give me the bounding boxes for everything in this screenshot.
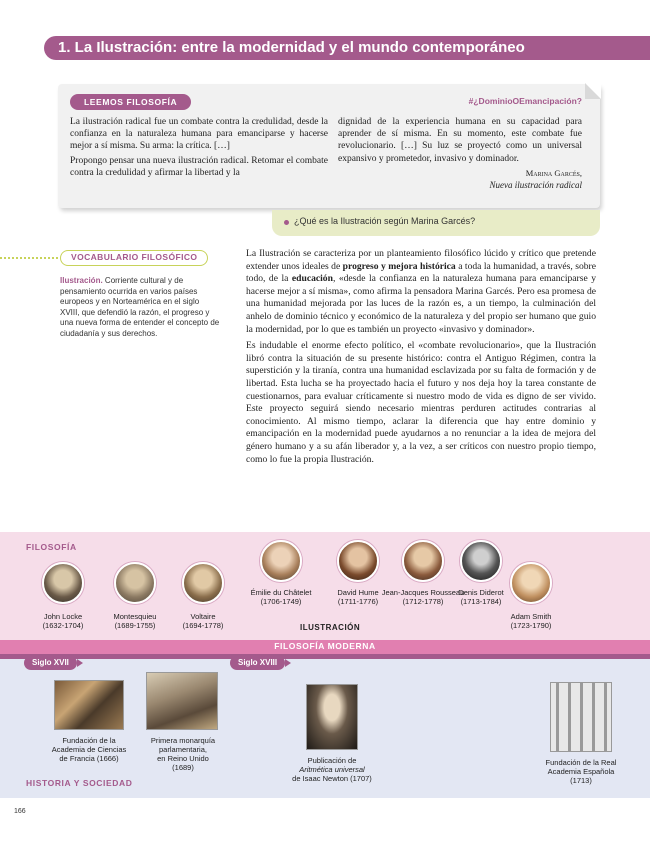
bold-term: educación <box>291 273 333 285</box>
reading-column-left <box>70 116 328 181</box>
philosopher-dates: (1711-1776) <box>337 597 379 606</box>
isaac-newton-image <box>306 684 358 750</box>
event-caption <box>528 758 634 785</box>
philosopher-caption <box>239 588 323 606</box>
reading-tag: LEEMOS FILOSOFÍA <box>70 94 191 110</box>
enlightenment-label: ILUSTRACIÓN <box>300 623 361 632</box>
event-caption <box>128 736 238 772</box>
century-18-tag <box>230 656 285 670</box>
reading-paragraph: Propongo pensar una nueva ilustración radical. Retomar el combate contra la credulidad y afirmar la libertad y la <box>70 155 328 178</box>
philosopher-caption <box>489 612 573 630</box>
parliamentary-monarchy-image <box>146 672 218 730</box>
philosopher-name: Denis Diderot <box>458 588 504 597</box>
main-text <box>246 248 596 470</box>
event-line: en Reino Unido <box>157 754 209 763</box>
philosopher-name: David Hume <box>337 588 379 597</box>
bullet-icon <box>284 220 289 225</box>
event-line: (1713) <box>570 776 592 785</box>
event-line: de Francia (1666) <box>59 754 119 763</box>
philosopher-name: Jean-Jacques Rousseau <box>381 588 465 597</box>
reading-paragraph: La ilustración radical fue un combate contra la credulidad, desde la confianza en la naturaleza humana para emanciparse y hacerse mejor a sí misma. Su arma: la crítica. […] <box>70 117 328 152</box>
event-line: Publicación de <box>307 756 357 765</box>
john-locke-portrait <box>42 562 84 604</box>
philosopher-dates: (1689-1755) <box>114 621 156 630</box>
philosopher-name: John Locke <box>43 612 83 621</box>
philosopher-name: Voltaire <box>190 612 216 621</box>
reading-column-right <box>338 116 582 191</box>
philosopher-dates: (1632-1704) <box>42 621 84 630</box>
vocabulary-term: Ilustración. <box>60 276 103 285</box>
century-17-tag <box>24 656 77 670</box>
event-line: (1689) <box>172 763 194 772</box>
philosopher-dates: (1706-1749) <box>260 597 302 606</box>
century-label: Siglo XVIII <box>238 658 278 667</box>
century-label: Siglo XVII <box>32 658 69 667</box>
event-line: Fundación de la Real <box>545 758 617 767</box>
reading-work: Nueva ilustración radical <box>489 180 582 191</box>
text-run: , «desde la confianza en la naturaleza humana para emanciparse y hacerse mejor a sí misma», como afirma la pensadora Marina Garcés. Pero esa promesa de una humanidad mejorada por las luces de la razón es, a un tiempo, la culminación del anhelo de dominio técnico y económico de la naturaleza y del propio ser humano que guio la modernidad, por lo que es también un proyecto «invasivo y dominador». <box>246 273 597 335</box>
philosopher-caption <box>161 612 245 630</box>
page-number: 166 <box>14 808 26 815</box>
event-line: de Isaac Newton (1707) <box>292 774 372 783</box>
academy-of-sciences-image <box>54 680 124 730</box>
dotted-rule <box>0 257 58 259</box>
philosopher-name: Émilie du Châtelet <box>250 588 312 597</box>
philosophy-label: FILOSOFÍA <box>26 542 77 552</box>
reading-author: Marina Garcés, <box>525 167 582 178</box>
text-run: a toda la humanidad, a través, sobre todo, de la <box>246 260 596 285</box>
section-title-bar <box>44 36 650 60</box>
philosopher-dates: (1712-1778) <box>402 597 444 606</box>
vocabulary-definition-text: Corriente cultural y de pensamiento ocurrida en varios países europeos y en Norteamérica en el siglo XVIII, que defendió la razón, el progreso y una nueva forma de entender el concepto de ciudadanía y sus derechos. <box>60 276 220 338</box>
emilie-du-chatelet-portrait <box>260 540 302 582</box>
rousseau-portrait <box>402 540 444 582</box>
event-caption <box>272 756 392 783</box>
event-line: Primera monarquía <box>150 736 216 745</box>
text-run: La Ilustración se caracteriza por un planteamiento filosófico lúcido y crítico que pretende extender unos ideales de <box>246 248 596 272</box>
david-hume-portrait <box>337 540 379 582</box>
history-label: HISTORIA Y SOCIEDAD <box>26 778 133 788</box>
question-box <box>272 210 600 236</box>
reading-hashtag: #¿DominioOEmancipación? <box>468 96 582 106</box>
adam-smith-portrait <box>510 562 552 604</box>
philosopher-caption <box>439 588 523 606</box>
voltaire-portrait <box>182 562 224 604</box>
arrow-right-icon <box>285 659 291 667</box>
main-paragraph: Es indudable el enorme efecto político, el «combate revolucionario», que la Ilustración libró contra la situación de su presente histórico: contra el Antiguo Régimen, contra la superstición y la tiranía, contra una humanidad esclavizada por su falta de formación y de libertad. Esta lucha se ha proyectado hacia el futuro y nos deja hoy la tarea constante de cuestionarnos, para evaluar críticamente si nuestro modo de vida es digno de ser vivido. Este proyecto seguirá siendo necesario mientras perduren actitudes contrarias al conocimiento. Al mismo tiempo, aclarar la diferencia que hay entre dominio y emancipación en la modernidad puede ayudarnos a no renunciar a la idea de mejora del género humano y a su afán liberador y, a la vez, a ser críticos con nuestro propio tiempo, como lo fue la propia Ilustración. <box>246 340 596 465</box>
question-text: ¿Qué es la Ilustración según Marina Garcés? <box>294 216 476 226</box>
reading-paragraph: dignidad de la experiencia humana en su capacidad para aprender de sí misma. En su momento, este combate fue revolucionario. […] Su luz se proyectó como un universal expansivo y prometedor, invasivo y dominador. <box>338 117 582 164</box>
philosopher-dates: (1713-1784) <box>460 597 502 606</box>
folded-corner <box>585 83 601 99</box>
philosopher-name: Adam Smith <box>510 612 552 621</box>
vocabulary-definition <box>60 276 220 340</box>
main-paragraph <box>246 248 596 336</box>
event-line: Fundación de la <box>62 736 116 745</box>
event-line: Academia Española <box>547 767 615 776</box>
section-title: 1. La Ilustración: entre la modernidad y el mundo contemporáneo <box>58 39 525 56</box>
reading-box <box>58 84 600 208</box>
philosopher-dates: (1694-1778) <box>182 621 224 630</box>
philosopher-dates: (1723-1790) <box>510 621 552 630</box>
event-line: Aritmética universal <box>299 765 365 774</box>
event-line: parlamentaria, <box>159 745 207 754</box>
modern-philosophy-label: FILOSOFÍA MODERNA <box>274 641 376 651</box>
arrow-right-icon <box>77 659 83 667</box>
bold-term: progreso y mejora histórica <box>342 260 456 272</box>
denis-diderot-portrait <box>460 540 502 582</box>
montesquieu-portrait <box>114 562 156 604</box>
philosopher-name: Montesquieu <box>113 612 157 621</box>
event-line: Academia de Ciencias <box>51 745 127 754</box>
vocabulary-tag: VOCABULARIO FILOSÓFICO <box>60 250 208 266</box>
real-academia-image <box>550 682 612 752</box>
